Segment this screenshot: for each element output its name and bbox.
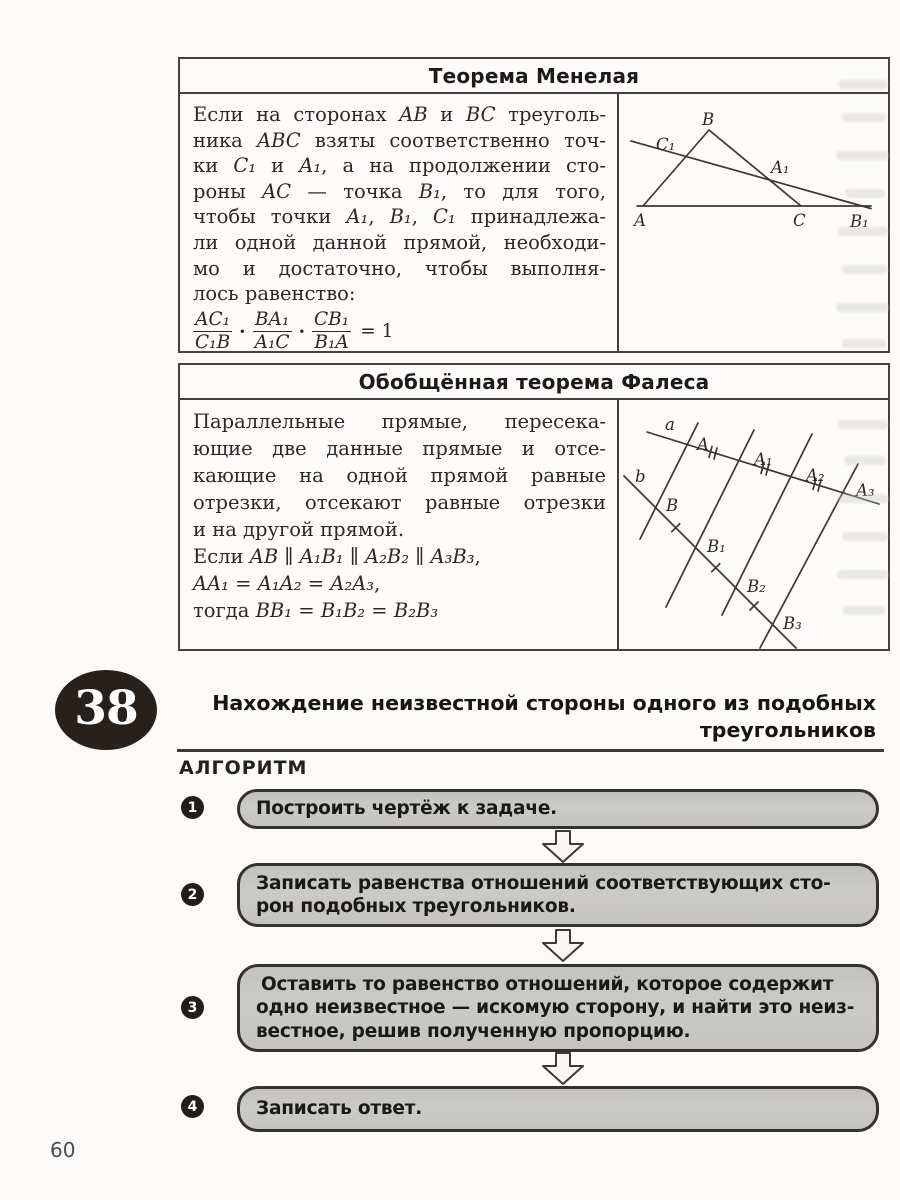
point-label-B: B: [666, 496, 679, 515]
line-label-b: b: [635, 467, 646, 486]
text-line: ника ABC взяты соответственно точ-: [193, 128, 606, 152]
step-box-4: Записать ответ.: [237, 1086, 879, 1132]
step-number-2: 2: [181, 883, 204, 906]
fraction: $\frac{\text{CB₁}}{\text{B₁A}}$: [314, 308, 350, 354]
theorem-menelaus-title: Теорема Менелая: [180, 59, 888, 94]
fraction: $\frac{\text{BA₁}}{\text{A₁C}}$: [254, 308, 290, 354]
fraction: $\frac{\text{AC₁}}{\text{C₁B}}$: [195, 308, 231, 354]
point-label-A: A: [697, 435, 709, 454]
point-label-B2: B₂: [747, 577, 766, 596]
text-line: мо и достаточно, чтобы выполня-: [193, 256, 606, 280]
menelaus-triangle-diagram: [619, 94, 890, 353]
menelaus-figure: [617, 94, 888, 351]
down-arrow-icon: [541, 830, 585, 864]
down-arrow-icon: [541, 929, 585, 963]
heading-rule: [177, 749, 884, 752]
point-label-B3: B₃: [783, 614, 802, 633]
point-label-A3: A₃: [856, 481, 875, 500]
theorem-box-thales: [178, 363, 890, 651]
point-label-C: C: [793, 211, 806, 230]
text-line: ли одной данной прямой, необходи-: [193, 230, 606, 254]
line-label-a: a: [665, 415, 675, 434]
theorem-thales-title: Обобщённая теорема Фалеса: [180, 365, 888, 400]
text-line: тогда BB₁ = B₁B₂ = B₂B₃: [193, 599, 439, 622]
point-label-C1: C₁: [656, 135, 676, 154]
step-box-2: Записать равенства отношений соответствующих сто- рон подобных треугольников.: [237, 863, 879, 927]
step-box-1: Построить чертёж к задаче.: [237, 789, 879, 829]
theorem-box-menelaus: [178, 57, 890, 353]
text-line: отрезки, отсекают равные отрезки: [193, 491, 606, 514]
text-line: лось равенство:: [193, 282, 356, 306]
text-line: ющие две данные прямые и отсе-: [193, 437, 606, 460]
text-line: ки C₁ и A₁, а на продолжении сто-: [193, 154, 606, 178]
algorithm-label: АЛГОРИТМ: [179, 757, 308, 779]
menelaus-formula: $\frac{\text{AC₁}}{\text{C₁B}}$ · $\frac{\text{BA₁}}{\text{A₁C}}$ · $\frac{\text{CB₁}}{\text{B₁A}}$ = 1: [195, 308, 394, 354]
text-line: AA₁ = A₁A₂ = A₂A₃,: [193, 572, 381, 595]
text-line: Параллельные прямые, пересека-: [193, 410, 606, 433]
section-title: Нахождение неизвестной стороны одного из подобных треугольников: [212, 691, 876, 742]
page-number: 60: [50, 1138, 76, 1162]
text-line: чтобы точки A₁, B₁, C₁ принадлежа-: [193, 205, 606, 229]
point-label-A: A: [634, 211, 646, 230]
text-line: и на другой прямой.: [193, 518, 405, 541]
theorem-thales-text: [180, 400, 617, 649]
theorem-menelaus-text: [180, 94, 617, 354]
text-line: роны AC — точка B₁, то для того,: [193, 179, 606, 203]
down-arrow-icon: [541, 1052, 585, 1086]
text-line: Если AB ∥ A₁B₁ ∥ A₂B₂ ∥ A₃B₃,: [193, 545, 481, 568]
point-label-A2: A₂: [806, 466, 825, 485]
point-label-B1: B₁: [850, 212, 869, 231]
step-box-3: Оставить то равенство отношений, которое содержит одно неизвестное — искомую сторону, и найти это неиз- вестное, решив полученную пропорцию.: [237, 964, 879, 1052]
step-number-4: 4: [181, 1095, 204, 1118]
step-number-3: 3: [181, 996, 204, 1019]
text-line: кающие на одной прямой равные: [193, 464, 606, 487]
point-label-A1: A₁: [771, 158, 790, 177]
section-number-badge: 38: [55, 670, 157, 750]
step-number-1: 1: [181, 796, 204, 819]
point-label-A1: A₁: [754, 450, 773, 469]
point-label-B: B: [702, 110, 715, 129]
text-line: Если на сторонах AB и BC треуголь-: [193, 103, 606, 126]
point-label-B1: B₁: [707, 537, 726, 556]
